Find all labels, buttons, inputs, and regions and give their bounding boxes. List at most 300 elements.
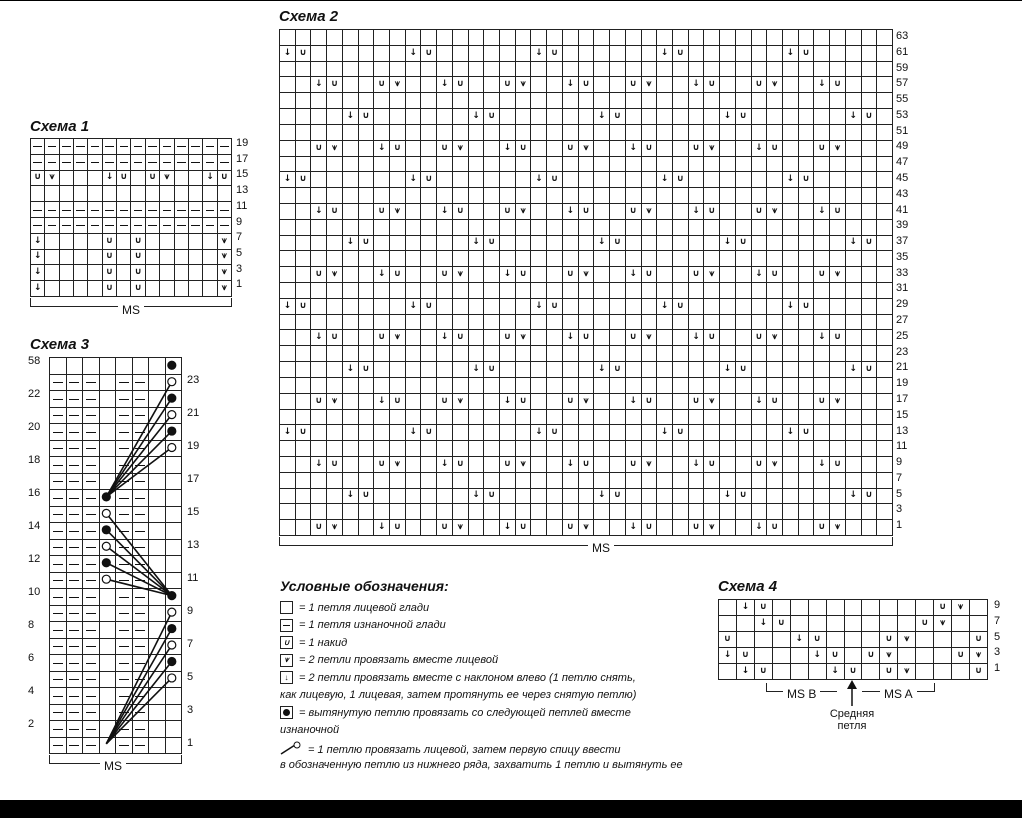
knit-cell (531, 77, 546, 92)
knit-cell (642, 425, 657, 440)
knit-cell (594, 77, 609, 92)
knit-cell (296, 346, 311, 361)
knit-cell (877, 425, 892, 440)
knit-cell (531, 204, 546, 219)
knit-cell (327, 188, 342, 203)
knit-cell (830, 109, 845, 124)
knit-cell (469, 330, 484, 345)
ssk-cell: ↓ (689, 204, 704, 219)
row-number: 57 (896, 77, 909, 90)
knit-cell (799, 378, 814, 393)
knit-cell (610, 410, 625, 425)
knit-cell (531, 109, 546, 124)
knit-cell (311, 489, 326, 504)
knit-cell (642, 30, 657, 45)
knit-cell (862, 664, 879, 679)
row-number: 49 (896, 140, 909, 153)
knit-cell (594, 157, 609, 172)
knit-cell (189, 186, 202, 201)
knit-cell (845, 600, 862, 615)
ssk-cell: ↓ (563, 457, 578, 472)
yarn-over-cell: ∪ (880, 632, 897, 647)
knit-cell (594, 141, 609, 156)
knit-cell (767, 236, 782, 251)
knit-cell (657, 109, 672, 124)
ssk-cell: ↓ (594, 489, 609, 504)
knit-cell (390, 251, 405, 266)
yarn-over-cell: ∪ (563, 267, 578, 282)
knit-cell (752, 504, 767, 519)
knit-cell (421, 125, 436, 140)
knit-cell (799, 204, 814, 219)
knit-cell (862, 267, 877, 282)
legend-item (280, 689, 636, 701)
knit-cell (877, 410, 892, 425)
knit-cell (531, 441, 546, 456)
knit-cell (484, 188, 499, 203)
knit-cell (516, 362, 531, 377)
knit-cell (689, 30, 704, 45)
k2tog-cell: ⩛ (516, 204, 531, 219)
knit-cell (175, 234, 188, 249)
k2tog-cell: ⩛ (898, 664, 915, 679)
purl-cell (60, 218, 73, 233)
knit-cell (469, 504, 484, 519)
knit-cell (327, 109, 342, 124)
knit-cell (500, 489, 515, 504)
legend-item (280, 601, 429, 614)
knit-cell (579, 220, 594, 235)
pull-line (106, 629, 172, 744)
knit-cell (799, 93, 814, 108)
row-number: 31 (896, 282, 909, 295)
knit-cell (406, 410, 421, 425)
knit-cell (327, 315, 342, 330)
row-number: 23 (896, 345, 909, 358)
knit-cell (704, 378, 719, 393)
knit-cell (846, 267, 861, 282)
knit-cell (469, 410, 484, 425)
yarn-over-cell: ∪ (500, 330, 515, 345)
knit-cell (877, 473, 892, 488)
knit-cell (327, 172, 342, 187)
knit-cell (453, 46, 468, 61)
legend-text: как лицевую, 1 лицевая, затем протянуть ее через снятую петлю) (280, 688, 637, 701)
ssk-cell: ↓ (814, 457, 829, 472)
knit-cell (374, 504, 389, 519)
knit-cell (469, 267, 484, 282)
knit-cell (862, 204, 877, 219)
purl-cell (74, 202, 87, 217)
knit-cell (280, 330, 295, 345)
knit-cell (704, 473, 719, 488)
k2tog-cell: ⩛ (704, 267, 719, 282)
yarn-over-cell: ∪ (673, 172, 688, 187)
yarn-over-cell: ∪ (862, 236, 877, 251)
knit-cell (469, 315, 484, 330)
knit-cell (296, 283, 311, 298)
knit-cell (862, 46, 877, 61)
knit-cell (469, 378, 484, 393)
knit-cell (516, 410, 531, 425)
k2tog-cell: ⩛ (642, 204, 657, 219)
knit-pull-ring (102, 542, 110, 550)
knit-cell (830, 220, 845, 235)
knit-cell (359, 172, 374, 187)
knit-cell (500, 188, 515, 203)
row-number: 6 (28, 652, 35, 664)
knit-cell (862, 394, 877, 409)
knit-cell (311, 346, 326, 361)
knit-cell (579, 109, 594, 124)
knit-cell (437, 299, 452, 314)
ssk-cell: ↓ (31, 265, 44, 280)
purl-cell (31, 218, 44, 233)
k2tog-cell: ⩛ (390, 77, 405, 92)
knit-cell (117, 234, 130, 249)
ssk-cell: ↓ (846, 362, 861, 377)
knit-cell (359, 441, 374, 456)
knit-cell (720, 299, 735, 314)
knit-cell (830, 378, 845, 393)
knit-cell (594, 394, 609, 409)
knit-cell (846, 141, 861, 156)
knit-cell (406, 125, 421, 140)
ms-b-label: MS B (783, 687, 820, 701)
k2tog-cell: ⩛ (45, 171, 58, 186)
knit-cell (720, 62, 735, 77)
knit-cell (390, 378, 405, 393)
knit-cell (437, 473, 452, 488)
yarn-over-cell: ∪ (767, 141, 782, 156)
knit-cell (547, 62, 562, 77)
yarn-over-cell: ∪ (327, 204, 342, 219)
knit-cell (45, 250, 58, 265)
ssk-cell: ↓ (374, 520, 389, 535)
knit-cell (673, 30, 688, 45)
knit-cell (421, 77, 436, 92)
row-number: 39 (896, 219, 909, 232)
knit-cell (783, 362, 798, 377)
yarn-over-cell: ∪ (626, 204, 641, 219)
knit-cell (563, 410, 578, 425)
knit-cell (673, 330, 688, 345)
knit-cell (437, 251, 452, 266)
knit-cell (689, 109, 704, 124)
ssk-cell: ↓ (343, 489, 358, 504)
knit-cell (610, 315, 625, 330)
knit-cell (689, 299, 704, 314)
knit-cell (610, 394, 625, 409)
knit-cell (296, 141, 311, 156)
knit-cell (830, 236, 845, 251)
ssk-cell: ↓ (469, 362, 484, 377)
knit-cell (390, 220, 405, 235)
knit-cell (862, 141, 877, 156)
knit-cell (594, 457, 609, 472)
knit-cell (579, 30, 594, 45)
yarn-over-cell: ∪ (453, 77, 468, 92)
knit-cell (453, 62, 468, 77)
knit-cell (516, 441, 531, 456)
knit-cell (720, 473, 735, 488)
knit-cell (343, 441, 358, 456)
knit-cell (767, 425, 782, 440)
legend-item (280, 619, 446, 632)
knit-cell (280, 30, 295, 45)
knit-cell (516, 220, 531, 235)
knit-cell (469, 30, 484, 45)
knit-cell (296, 489, 311, 504)
knit-cell (799, 267, 814, 282)
knit-cell (296, 330, 311, 345)
knit-cell (311, 30, 326, 45)
legend-item (280, 741, 621, 758)
row-number: 21 (187, 407, 200, 419)
knit-cell (406, 489, 421, 504)
knit-cell (704, 220, 719, 235)
knit-cell (830, 362, 845, 377)
ssk-cell: ↓ (406, 299, 421, 314)
knit-cell (610, 220, 625, 235)
knit-cell (579, 489, 594, 504)
yarn-over-cell: ∪ (327, 457, 342, 472)
ssk-cell: ↓ (719, 648, 736, 663)
knit-cell (809, 600, 826, 615)
knit-cell (421, 410, 436, 425)
knit-cell (814, 220, 829, 235)
knit-cell (175, 281, 188, 296)
purl-cell (74, 139, 87, 154)
knit-cell (877, 283, 892, 298)
knit-cell (484, 520, 499, 535)
knit-cell (175, 265, 188, 280)
knit-cell (516, 315, 531, 330)
knit-cell (563, 362, 578, 377)
knit-cell (327, 410, 342, 425)
knit-cell (610, 188, 625, 203)
knit-cell (737, 632, 754, 647)
knit-cell (343, 93, 358, 108)
middle-stitch-arrow-icon (846, 680, 858, 706)
knit-cell (296, 62, 311, 77)
knit-cell (916, 632, 933, 647)
knit-cell (642, 236, 657, 251)
knit-cell (767, 315, 782, 330)
knit-cell (720, 46, 735, 61)
knit-cell (359, 93, 374, 108)
knit-cell (547, 141, 562, 156)
knit-cell (814, 315, 829, 330)
knit-cell (343, 220, 358, 235)
knit-cell (814, 157, 829, 172)
knit-cell (579, 315, 594, 330)
ssk-cell: ↓ (31, 281, 44, 296)
knit-cell (642, 410, 657, 425)
knit-cell (579, 504, 594, 519)
knit-cell (673, 109, 688, 124)
knit-cell (531, 315, 546, 330)
knit-cell (280, 188, 295, 203)
knit-cell (642, 362, 657, 377)
row-number: 10 (28, 586, 41, 598)
knit-cell (767, 188, 782, 203)
knit-cell (594, 504, 609, 519)
knit-cell (359, 410, 374, 425)
knit-cell (736, 425, 751, 440)
knit-cell (673, 378, 688, 393)
knit-cell (563, 62, 578, 77)
purl-cell (103, 139, 116, 154)
k2tog-cell: ⩛ (579, 141, 594, 156)
knit-cell (296, 77, 311, 92)
yarn-over-cell: ∪ (610, 362, 625, 377)
knit-cell (657, 77, 672, 92)
knit-cell (500, 93, 515, 108)
knit-cell (814, 410, 829, 425)
knit-cell (934, 664, 951, 679)
knit-cell (390, 283, 405, 298)
k2tog-cell: ⩛ (579, 267, 594, 282)
knit-cell (830, 441, 845, 456)
knit-cell (783, 109, 798, 124)
yarn-over-cell: ∪ (755, 600, 772, 615)
yarn-over-cell: ∪ (773, 616, 790, 631)
knit-cell (767, 346, 782, 361)
knit-cell (934, 648, 951, 663)
knit-cell (704, 489, 719, 504)
knit-cell (752, 489, 767, 504)
knit-cell (453, 346, 468, 361)
yarn-over-cell: ∪ (563, 520, 578, 535)
knit-cell (657, 457, 672, 472)
knit-cell (406, 220, 421, 235)
knit-cell (547, 283, 562, 298)
knit-cell (531, 220, 546, 235)
yarn-over-cell: ∪ (737, 648, 754, 663)
knit-cell (359, 30, 374, 45)
knit-cell (484, 204, 499, 219)
row-number: 9 (187, 605, 194, 617)
yarn-over-cell: ∪ (880, 664, 897, 679)
knit-cell (799, 410, 814, 425)
knit-cell (689, 236, 704, 251)
yarn-over-cell: ∪ (689, 267, 704, 282)
k2tog-cell: ⩛ (579, 394, 594, 409)
ssk-cell: ↓ (752, 394, 767, 409)
yarn-over-cell: ∪ (484, 109, 499, 124)
knit-cell (814, 346, 829, 361)
knit-cell (673, 125, 688, 140)
yarn-over-cell: ∪ (767, 267, 782, 282)
knit-cell (898, 648, 915, 663)
knit-cell (406, 473, 421, 488)
knit-cell (547, 457, 562, 472)
knit-cell (673, 204, 688, 219)
knit-cell (296, 204, 311, 219)
knit-cell (359, 220, 374, 235)
legend-text: в обозначенную петлю из нижнего ряда, захватить 1 петлю и вытянуть ее (280, 759, 683, 771)
yarn-over-cell: ∪ (752, 204, 767, 219)
knit-cell (547, 125, 562, 140)
knit-cell (783, 141, 798, 156)
knit-cell (767, 473, 782, 488)
purl-cell (74, 155, 87, 170)
knit-cell (657, 520, 672, 535)
knit-cell (642, 172, 657, 187)
knit-cell (160, 281, 173, 296)
knit-cell (469, 283, 484, 298)
knit-cell (500, 315, 515, 330)
yarn-over-cell: ∪ (31, 171, 44, 186)
knit-cell (421, 520, 436, 535)
knit-cell (704, 157, 719, 172)
knit-cell (720, 93, 735, 108)
knit-cell (516, 425, 531, 440)
knit-cell (579, 346, 594, 361)
knit-cell (453, 109, 468, 124)
legend-item (280, 636, 347, 649)
row-number: 2 (28, 718, 35, 730)
knit-cell (880, 600, 897, 615)
knit-cell (563, 504, 578, 519)
knit-cell (704, 346, 719, 361)
scheme-1-grid (30, 138, 232, 297)
knit-cell (469, 62, 484, 77)
row-number: 7 (994, 614, 1001, 627)
ssk-cell: ↓ (437, 204, 452, 219)
purl-cell (203, 202, 216, 217)
knit-cell (343, 125, 358, 140)
yarn-over-cell: ∪ (799, 46, 814, 61)
pulled-stitch-dot (168, 625, 176, 633)
knit-cell (594, 188, 609, 203)
knit-cell (547, 489, 562, 504)
yarn-over-cell: ∪ (862, 362, 877, 377)
purl-cell (117, 202, 130, 217)
knit-cell (642, 489, 657, 504)
knit-cell (673, 362, 688, 377)
knit-cell (594, 267, 609, 282)
yarn-over-cell: ∪ (626, 77, 641, 92)
knit-cell (516, 489, 531, 504)
yarn-over-cell: ∪ (830, 330, 845, 345)
knit-cell (359, 283, 374, 298)
knit-cell (720, 504, 735, 519)
knit-cell (359, 457, 374, 472)
knit-cell (531, 394, 546, 409)
ssk-cell: ↓ (280, 299, 295, 314)
pull-line (106, 678, 172, 744)
knit-cell (421, 346, 436, 361)
knit-cell (374, 299, 389, 314)
knit-cell (406, 394, 421, 409)
purl-cell (117, 155, 130, 170)
knit-cell (626, 188, 641, 203)
knit-cell (752, 251, 767, 266)
knit-cell (296, 394, 311, 409)
row-number: 1 (187, 737, 194, 749)
knit-cell (799, 520, 814, 535)
yarn-over-cell: ∪ (484, 489, 499, 504)
knit-cell (374, 157, 389, 172)
knit-cell (547, 394, 562, 409)
knit-cell (359, 346, 374, 361)
row-number: 1 (896, 519, 903, 532)
knit-cell (296, 109, 311, 124)
knit-cell (531, 410, 546, 425)
knit-pull-ring (168, 378, 176, 386)
